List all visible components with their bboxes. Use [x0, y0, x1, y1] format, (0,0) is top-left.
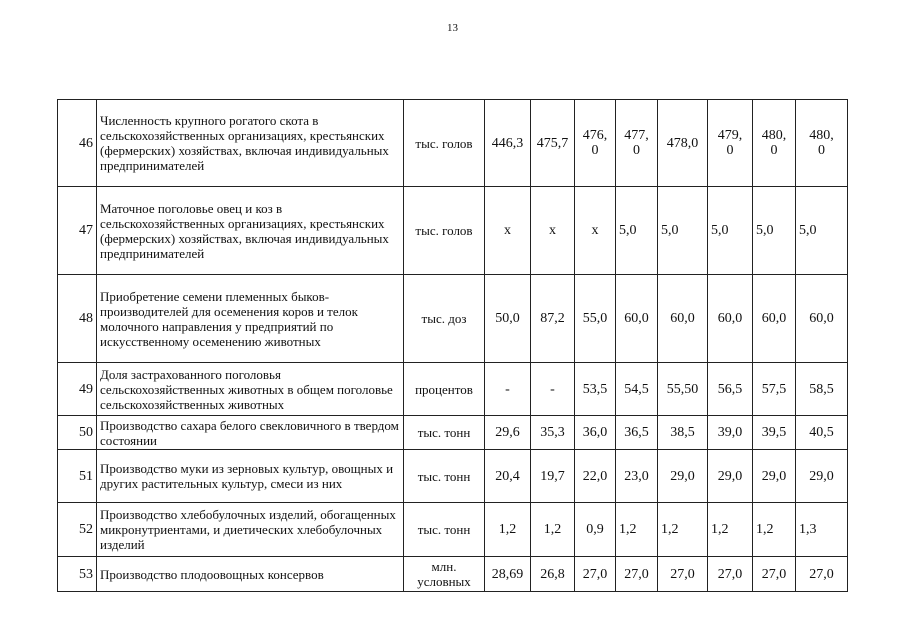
- value-cell: 38,5: [658, 416, 708, 450]
- value-cell: 1,2: [708, 503, 753, 557]
- value-cell: 27,0: [616, 557, 658, 592]
- value-cell: 27,0: [753, 557, 796, 592]
- value-cell: 5,0: [796, 187, 848, 275]
- value-cell: 60,0: [616, 275, 658, 363]
- indicator-name: Производство сахара белого свекловичного в твердом состоянии: [97, 416, 404, 450]
- value-cell: 20,4: [485, 450, 531, 503]
- value-cell: 55,0: [575, 275, 616, 363]
- value-cell: 57,5: [753, 363, 796, 416]
- row-number: 48: [58, 275, 97, 363]
- value-cell: 5,0: [616, 187, 658, 275]
- table-row: [58, 450, 848, 503]
- value-cell: х: [531, 187, 575, 275]
- value-cell: 477, 0: [616, 100, 658, 187]
- table-row: [58, 187, 848, 275]
- table-row: [58, 275, 848, 363]
- value-cell: 40,5: [796, 416, 848, 450]
- value-cell: 1,2: [616, 503, 658, 557]
- value-cell: 60,0: [753, 275, 796, 363]
- indicator-name: Доля застрахованного поголовья сельскохозяйственных животных в общем поголовье сельскохозяйственных животных: [97, 363, 404, 416]
- value-cell: 29,0: [796, 450, 848, 503]
- unit-cell: тыс. доз: [404, 275, 485, 363]
- value-cell: 27,0: [708, 557, 753, 592]
- value-cell: 19,7: [531, 450, 575, 503]
- value-cell: 60,0: [796, 275, 848, 363]
- indicator-name: Численность крупного рогатого скота в сельскохозяйственных организациях, крестьянских (фермерских) хозяйствах, включая индивидуальных предпринимателей: [97, 100, 404, 187]
- row-number: 47: [58, 187, 97, 275]
- value-cell: 53,5: [575, 363, 616, 416]
- value-cell: 1,3: [796, 503, 848, 557]
- value-cell: -: [531, 363, 575, 416]
- page-number: 13: [447, 22, 458, 34]
- value-cell: 0,9: [575, 503, 616, 557]
- value-cell: 39,0: [708, 416, 753, 450]
- indicator-name: Приобретение семени племенных быков-производителей для осеменения коров и телок молочного направления у предприятий по искусственному осеменению животных: [97, 275, 404, 363]
- value-cell: 476, 0: [575, 100, 616, 187]
- value-cell: х: [485, 187, 531, 275]
- table-row: [58, 363, 848, 416]
- indicator-name: Производство хлебобулочных изделий, обогащенных микронутриентами, и диетических хлебобулочных изделий: [97, 503, 404, 557]
- value-cell: 5,0: [753, 187, 796, 275]
- unit-cell: тыс. голов: [404, 100, 485, 187]
- value-cell: 29,0: [753, 450, 796, 503]
- value-cell: 29,0: [658, 450, 708, 503]
- unit-cell: тыс. тонн: [404, 416, 485, 450]
- table-row: [58, 416, 848, 450]
- value-cell: 35,3: [531, 416, 575, 450]
- table-body: [58, 100, 848, 592]
- indicator-name: Производство плодоовощных консервов: [97, 557, 404, 592]
- value-cell: 446,3: [485, 100, 531, 187]
- value-cell: 5,0: [708, 187, 753, 275]
- value-cell: 22,0: [575, 450, 616, 503]
- unit-cell: процентов: [404, 363, 485, 416]
- table-row: [58, 100, 848, 187]
- value-cell: 27,0: [658, 557, 708, 592]
- value-cell: 29,6: [485, 416, 531, 450]
- unit-cell: млн. условных: [404, 557, 485, 592]
- value-cell: 54,5: [616, 363, 658, 416]
- row-number: 50: [58, 416, 97, 450]
- value-cell: 50,0: [485, 275, 531, 363]
- value-cell: 5,0: [658, 187, 708, 275]
- row-number: 51: [58, 450, 97, 503]
- row-number: 49: [58, 363, 97, 416]
- row-number: 53: [58, 557, 97, 592]
- value-cell: 23,0: [616, 450, 658, 503]
- indicator-name: Производство муки из зерновых культур, овощных и других растительных культур, смеси из них: [97, 450, 404, 503]
- value-cell: 478,0: [658, 100, 708, 187]
- unit-cell: тыс. тонн: [404, 450, 485, 503]
- row-number: 52: [58, 503, 97, 557]
- value-cell: 1,2: [531, 503, 575, 557]
- value-cell: 36,0: [575, 416, 616, 450]
- value-cell: 60,0: [658, 275, 708, 363]
- value-cell: 36,5: [616, 416, 658, 450]
- value-cell: 26,8: [531, 557, 575, 592]
- value-cell: 27,0: [575, 557, 616, 592]
- value-cell: 475,7: [531, 100, 575, 187]
- value-cell: -: [485, 363, 531, 416]
- value-cell: 58,5: [796, 363, 848, 416]
- value-cell: 28,69: [485, 557, 531, 592]
- table-row: [58, 557, 848, 592]
- value-cell: 56,5: [708, 363, 753, 416]
- value-cell: 1,2: [485, 503, 531, 557]
- table-row: [58, 503, 848, 557]
- unit-cell: тыс. тонн: [404, 503, 485, 557]
- value-cell: 1,2: [658, 503, 708, 557]
- value-cell: 27,0: [796, 557, 848, 592]
- value-cell: 29,0: [708, 450, 753, 503]
- value-cell: 39,5: [753, 416, 796, 450]
- indicator-name: Маточное поголовье овец и коз в сельскохозяйственных организациях, крестьянских (фермерских) хозяйствах, включая индивидуальных предпринимателей: [97, 187, 404, 275]
- value-cell: 479, 0: [708, 100, 753, 187]
- value-cell: 480, 0: [753, 100, 796, 187]
- unit-cell: тыс. голов: [404, 187, 485, 275]
- value-cell: 480, 0: [796, 100, 848, 187]
- value-cell: х: [575, 187, 616, 275]
- value-cell: 55,50: [658, 363, 708, 416]
- indicators-table: [57, 99, 848, 592]
- value-cell: 60,0: [708, 275, 753, 363]
- value-cell: 1,2: [753, 503, 796, 557]
- row-number: 46: [58, 100, 97, 187]
- value-cell: 87,2: [531, 275, 575, 363]
